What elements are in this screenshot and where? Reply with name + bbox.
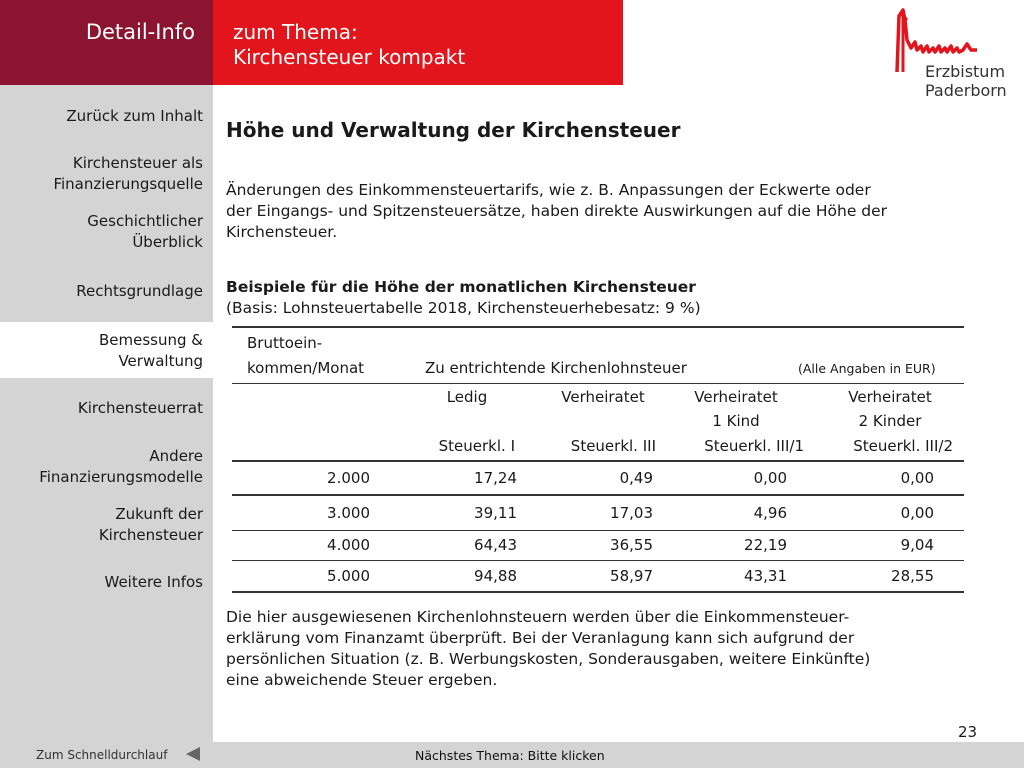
sidebar-item-label: Zukunft der [115, 505, 203, 523]
col-status: Ledig [446, 388, 488, 406]
sidebar-item-label: Weitere Infos [104, 573, 203, 591]
col-tax-class: Steuerkl. III/1 [704, 437, 804, 455]
col-status: Verheiratet [694, 388, 778, 406]
col-tax-class: Steuerkl. III/2 [853, 437, 953, 455]
sidebar-item-label: Bemessung & [99, 331, 203, 349]
tax-cell: 0,00 [753, 469, 787, 487]
col-children: 1 Kind [712, 412, 760, 430]
income-header-2: kommen/Monat [247, 359, 365, 377]
outro-line: Die hier ausgewiesenen Kirchenlohnsteuern werden über die Einkommensteuer- [226, 608, 850, 626]
quick-run-link[interactable]: Zum Schnelldurchlauf [36, 748, 168, 762]
col-tax-class: Steuerkl. I [438, 437, 515, 455]
tax-cell: 0,49 [619, 469, 653, 487]
income-cell: 5.000 [327, 567, 370, 585]
header-section-panel [0, 0, 213, 85]
sidebar-item-label: Finanzierungsmodelle [39, 468, 203, 486]
erzbistum-logo [893, 6, 1018, 101]
sidebar-item-finanzierungsquelle[interactable] [0, 153, 213, 195]
table-caption [226, 277, 701, 319]
sidebar-item-weitere-infos[interactable] [0, 572, 213, 593]
intro-paragraph [226, 180, 887, 243]
row-rule [232, 530, 964, 531]
income-cell: 2.000 [327, 469, 370, 487]
row-rule [232, 560, 964, 561]
tax-cell: 58,97 [610, 567, 653, 585]
triangle-left-icon[interactable] [186, 747, 200, 761]
sidebar-item-label: Überblick [132, 233, 203, 251]
income-header-1: Bruttoein- [247, 334, 323, 352]
footer-bar [0, 742, 1024, 768]
sidebar-item-label: Andere [149, 447, 203, 465]
table-top-rule [232, 326, 964, 328]
sidebar-item-kirchensteuerrat[interactable] [0, 398, 213, 419]
intro-line: Änderungen des Einkommensteuertarifs, wie z. B. Anpassungen der Eckwerte oder [226, 181, 871, 199]
sidebar-item-zurueck[interactable] [0, 106, 213, 127]
sidebar-item-label: Kirchensteuerrat [77, 399, 203, 417]
sidebar-item-label: Geschichtlicher [87, 212, 203, 230]
sidebar-item-zukunft[interactable] [0, 504, 213, 546]
col-status: Verheiratet [561, 388, 645, 406]
logo-line-1: Erzbistum [925, 62, 1006, 81]
row-rule [232, 494, 964, 496]
tax-cell: 36,55 [610, 536, 653, 554]
tax-cell: 17,24 [474, 469, 517, 487]
unit-note: (Alle Angaben in EUR) [798, 361, 936, 376]
topic-line-2: Kirchensteuer kompakt [233, 45, 466, 69]
sidebar-item-label: Rechtsgrundlage [76, 282, 203, 300]
col-children: 2 Kinder [858, 412, 922, 430]
table-header-rule [232, 383, 964, 384]
tax-cell: 0,00 [900, 469, 934, 487]
tax-cell: 22,19 [744, 536, 787, 554]
sidebar-item-rechtsgrundlage[interactable] [0, 281, 213, 302]
next-topic-link[interactable]: Nächstes Thema: Bitte klicken [415, 748, 605, 763]
sidebar-item-label: Finanzierungsquelle [53, 175, 203, 193]
tax-cell: 4,96 [753, 504, 787, 522]
table-bottom-rule [232, 591, 964, 593]
tax-cell: 9,04 [900, 536, 934, 554]
col-tax-class: Steuerkl. III [570, 437, 656, 455]
tax-cell: 0,00 [900, 504, 934, 522]
page-title: Höhe und Verwaltung der Kirchensteuer [226, 118, 681, 142]
sidebar-item-label: Kirchensteuer als [72, 154, 203, 172]
page-number: 23 [958, 723, 978, 741]
intro-line: Kirchensteuer. [226, 223, 338, 241]
section-label: Detail-Info [85, 20, 195, 44]
sidebar-item-label: Kirchensteuer [98, 526, 203, 544]
tax-cell: 28,55 [891, 567, 934, 585]
outro-paragraph [226, 607, 870, 691]
sidebar-item-andere-modelle[interactable] [0, 446, 213, 488]
tax-cell: 64,43 [474, 536, 517, 554]
table-header-bottom-rule [232, 460, 964, 462]
outro-line: persönlichen Situation (z. B. Werbungskosten, Sonderausgaben, weitere Einkünfte) [226, 650, 871, 668]
sidebar-item-bemessung[interactable] [0, 322, 213, 378]
tax-cell: 17,03 [610, 504, 653, 522]
table-caption-title: Beispiele für die Höhe der monatlichen Kirchensteuer [226, 278, 696, 296]
table-caption-sub: (Basis: Lohnsteuertabelle 2018, Kirchensteuerhebesatz: 9 %) [226, 299, 701, 317]
tax-cell: 94,88 [474, 567, 517, 585]
tax-cell: 43,31 [744, 567, 787, 585]
intro-line: der Eingangs- und Spitzensteuersätze, haben direkte Auswirkungen auf die Höhe der [226, 202, 888, 220]
outro-line: eine abweichende Steuer ergeben. [226, 671, 498, 689]
logo-line-2: Paderborn [925, 81, 1007, 100]
sidebar-item-label: Verwaltung [118, 352, 203, 370]
sidebar-item-label: Zurück zum Inhalt [66, 107, 203, 125]
sidebar-item-geschichte[interactable] [0, 211, 213, 253]
outro-line: erklärung vom Finanzamt überprüft. Bei der Veranlagung kann sich aufgrund der [226, 629, 855, 647]
header-topic-panel [213, 0, 623, 85]
income-cell: 4.000 [327, 536, 370, 554]
tax-header: Zu entrichtende Kirchenlohnsteuer [425, 359, 687, 377]
col-status: Verheiratet [848, 388, 932, 406]
tax-cell: 39,11 [474, 504, 517, 522]
income-cell: 3.000 [327, 504, 370, 522]
topic-line-1: zum Thema: [233, 20, 358, 44]
